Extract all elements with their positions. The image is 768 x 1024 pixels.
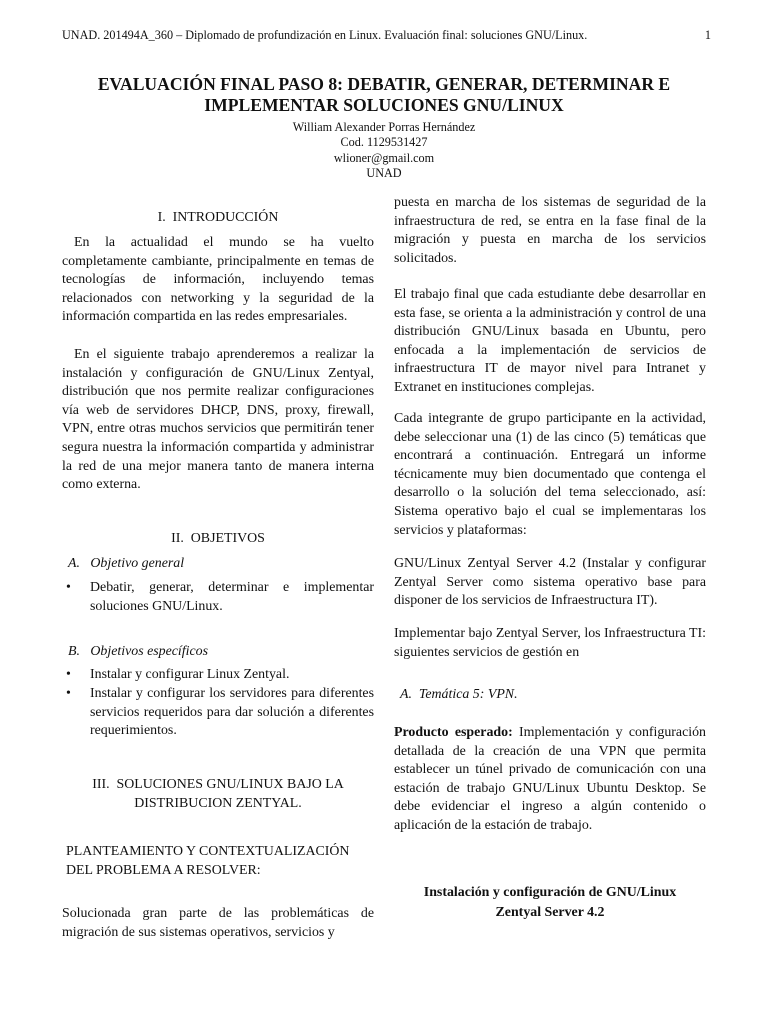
installation-heading-line-2: Zentyal Server 4.2: [495, 905, 605, 920]
intro-paragraph-2: En el siguiente trabajo aprenderemos a realizar la instalación y configuración de GNU/Linux Zentyal, distribución que nos permite realizar configuraciones vía web de servidores DHCP, DNS, proxy, firewall, VPN, entre otras muchos servicios que permitirán tener segura nuestra la información compartida y administrar la red de una mejor manera tanto de manera interna como externa.: [62, 347, 374, 493]
body-paragraph-3: Cada integrante de grupo participante en la actividad, debe seleccionar una (1) de las cinco (5) temáticas que encontrará a continuación. Entregará un informe técnicamente muy bien documentado que contenga el desarrollo o la solución del tema seleccionado, así: Sistema operativo bajo el cual se implementaras los servicios y plataformas:: [394, 411, 706, 538]
bullet-text: Debatir, generar, determinar e implementar soluciones GNU/Linux.: [90, 580, 374, 614]
list-item: [62, 579, 374, 616]
running-head: UNAD. 201494A_360 – Diplomado de profundización en Linux. Evaluación final: soluciones GNU/Linux.: [62, 28, 588, 42]
objective-specific-heading: B. Objetivos específicos: [68, 644, 209, 659]
list-item: [62, 666, 374, 685]
body-paragraph-1: puesta en marcha de los sistemas de seguridad de la infraestructura de red, se entra en la fase final de la migración y puesta en marcha de los servicios solicitados.: [394, 195, 706, 266]
bullet-icon: •: [66, 667, 71, 682]
author-block: [150, 120, 618, 182]
topic-heading: A. Temática 5: VPN.: [400, 687, 518, 702]
section3-heading-line-2: DISTRIBUCION ZENTYAL.: [134, 796, 302, 811]
author-code: Cod. 1129531427: [340, 135, 428, 150]
objectives-heading: II. OBJETIVOS: [171, 531, 265, 546]
problem-heading: PLANTEAMIENTO Y CONTEXTUALIZACIÓN DEL PROBLEMA A RESOLVER:: [66, 844, 350, 878]
bullet-text: Instalar y configurar Linux Zentyal.: [90, 667, 290, 682]
author-name: William Alexander Porras Hernández: [292, 120, 476, 134]
installation-heading-line-1: Instalación y configuración de GNU/Linux: [423, 885, 677, 900]
expected-product-paragraph: [394, 724, 706, 836]
paper-title: [40, 74, 728, 116]
intro-heading: I. INTRODUCCIÓN: [157, 210, 279, 225]
author-email: wlioner@gmail.com: [333, 150, 435, 165]
bullet-icon: •: [66, 580, 71, 595]
bullet-icon: •: [66, 686, 71, 701]
body-paragraph-2: El trabajo final que cada estudiante debe desarrollar en esta fase, se orienta a la administración y control de una distribución GNU/Linux basada en Ubuntu, pero enfocada a la implementación de servicios de infraestructura IT de mayor nivel para Intranet y Extranet en instituciones complejas.: [394, 287, 706, 395]
expected-product-text: Implementación y configuración detallada de la creación de una VPN que permita establecer un túnel privado de comunicación con una estación de trabajo GNU/Linux Ubuntu Desktop. Se debe evidenciar el ingreso a algún contenido o aplicación de la estación de trabajo.: [394, 725, 706, 833]
list-item: [62, 685, 374, 741]
title-line-1: EVALUACIÓN FINAL PASO 8: DEBATIR, GENERAR, DETERMINAR E: [97, 74, 671, 94]
body-paragraph-4: GNU/Linux Zentyal Server 4.2 (Instalar y configurar Zentyal Server como sistema operativo base para disponer de los servicios de Infraestructura IT).: [394, 556, 706, 609]
intro-paragraph-1: En la actualidad el mundo se ha vuelto completamente cambiante, principalmente en temas de tecnologías de información, incluyendo temas relacionados con networking y la seguridad de la información compartida en las redes empresariales.: [62, 235, 374, 325]
body-paragraph-5: Implementar bajo Zentyal Server, los Infraestructura TI: siguientes servicios de gestión en: [394, 626, 706, 660]
problem-paragraph: Solucionada gran parte de las problemáticas de migración de sus sistemas operativos, servicios y: [62, 906, 374, 940]
bullet-text: Instalar y configurar los servidores para diferentes servicios requeridos para dar solución a diferentes requerimientos.: [90, 686, 374, 739]
author-org: UNAD: [366, 166, 402, 181]
section3-heading-line-1: III. SOLUCIONES GNU/LINUX BAJO LA: [92, 777, 344, 792]
title-line-2: IMPLEMENTAR SOLUCIONES GNU/LINUX: [204, 95, 564, 115]
page-number: 1: [704, 28, 711, 42]
expected-product-label: Producto esperado:: [394, 725, 513, 740]
objective-general-heading: A. Objetivo general: [68, 556, 185, 571]
